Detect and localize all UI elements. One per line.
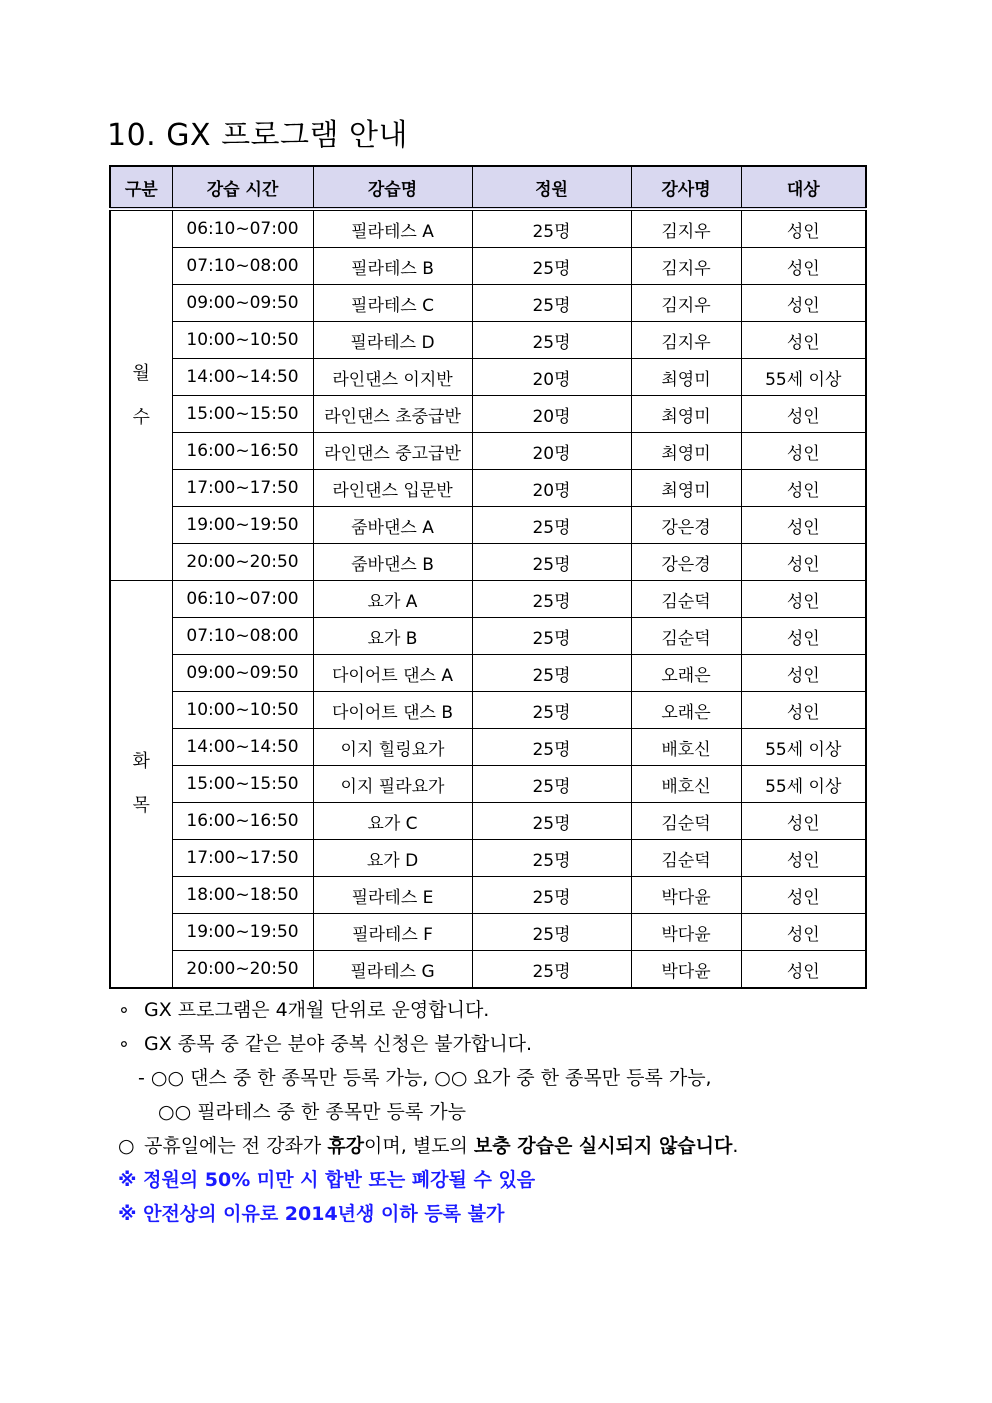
time-cell: 14:00~14:50	[172, 359, 313, 396]
target-cell: 성인	[741, 655, 866, 692]
capacity-cell: 25명	[472, 322, 631, 359]
target-cell: 성인	[741, 618, 866, 655]
table-row	[110, 507, 866, 544]
class-name-cell: 필라테스 B	[313, 248, 472, 285]
time-cell: 09:00~09:50	[172, 655, 313, 692]
time-cell: 10:00~10:50	[172, 692, 313, 729]
class-name-cell: 줌바댄스 B	[313, 544, 472, 581]
table-row	[110, 803, 866, 840]
capacity-cell: 25명	[472, 803, 631, 840]
class-name-cell: 필라테스 E	[313, 877, 472, 914]
day-label: 목	[132, 795, 150, 816]
class-name-cell: 다이어트 댄스 A	[313, 655, 472, 692]
notes-section	[118, 993, 878, 1231]
instructor-cell: 강은경	[631, 507, 741, 544]
capacity-cell: 25명	[472, 951, 631, 989]
target-cell: 성인	[741, 914, 866, 951]
instructor-cell: 최영미	[631, 396, 741, 433]
instructor-cell: 오래은	[631, 655, 741, 692]
instructor-cell: 김지우	[631, 285, 741, 322]
instructor-cell: 최영미	[631, 470, 741, 507]
target-cell: 성인	[741, 840, 866, 877]
class-name-cell: 다이어트 댄스 B	[313, 692, 472, 729]
table-row	[110, 209, 866, 248]
time-cell: 18:00~18:50	[172, 877, 313, 914]
table-row	[110, 396, 866, 433]
target-cell: 성인	[741, 692, 866, 729]
class-name-cell: 라인댄스 이지반	[313, 359, 472, 396]
time-cell: 07:10~08:00	[172, 248, 313, 285]
capacity-cell: 25명	[472, 507, 631, 544]
capacity-cell: 20명	[472, 396, 631, 433]
table-row	[110, 877, 866, 914]
target-cell: 55세 이상	[741, 766, 866, 803]
target-cell: 55세 이상	[741, 729, 866, 766]
class-name-cell: 필라테스 G	[313, 951, 472, 989]
time-cell: 06:10~07:00	[172, 581, 313, 618]
time-cell: 14:00~14:50	[172, 729, 313, 766]
header-instructor: 강사명	[631, 166, 741, 209]
class-name-cell: 필라테스 C	[313, 285, 472, 322]
header-class-name: 강습명	[313, 166, 472, 209]
class-name-cell: 요가 B	[313, 618, 472, 655]
note-text: .	[732, 1135, 739, 1157]
table-row	[110, 766, 866, 803]
target-cell: 성인	[741, 470, 866, 507]
class-name-cell: 요가 A	[313, 581, 472, 618]
table-row	[110, 581, 866, 618]
time-cell: 06:10~07:00	[172, 209, 313, 248]
target-cell: 55세 이상	[741, 359, 866, 396]
target-cell: 성인	[741, 877, 866, 914]
table-row	[110, 470, 866, 507]
note-item-holiday	[118, 1129, 878, 1163]
note-text: GX 종목 중 같은 분야 중복 신청은 불가합니다.	[144, 1033, 533, 1055]
capacity-cell: 20명	[472, 359, 631, 396]
instructor-cell: 김순덕	[631, 618, 741, 655]
capacity-cell: 25명	[472, 209, 631, 248]
instructor-cell: 김지우	[631, 209, 741, 248]
instructor-cell: 김순덕	[631, 840, 741, 877]
gx-schedule-table	[109, 165, 867, 989]
target-cell: 성인	[741, 433, 866, 470]
instructor-cell: 김지우	[631, 322, 741, 359]
table-row	[110, 544, 866, 581]
table-row	[110, 655, 866, 692]
warning-note: ※ 정원의 50% 미만 시 합반 또는 폐강될 수 있음	[118, 1169, 536, 1191]
instructor-cell: 박다윤	[631, 914, 741, 951]
capacity-cell: 25명	[472, 285, 631, 322]
day-label: 화	[132, 751, 150, 772]
target-cell: 성인	[741, 248, 866, 285]
class-name-cell: 줌바댄스 A	[313, 507, 472, 544]
capacity-cell: 25명	[472, 618, 631, 655]
class-name-cell: 요가 C	[313, 803, 472, 840]
header-category: 구분	[110, 166, 172, 209]
capacity-cell: 25명	[472, 914, 631, 951]
capacity-cell: 25명	[472, 729, 631, 766]
capacity-cell: 25명	[472, 840, 631, 877]
target-cell: 성인	[741, 951, 866, 989]
note-bullet: ∘	[118, 1033, 130, 1055]
instructor-cell: 김순덕	[631, 581, 741, 618]
note-bullet: ○	[118, 1135, 135, 1157]
instructor-cell: 박다윤	[631, 877, 741, 914]
note-bullet: ∘	[118, 999, 130, 1021]
target-cell: 성인	[741, 322, 866, 359]
capacity-cell: 25명	[472, 655, 631, 692]
note-item	[118, 1027, 878, 1061]
header-target: 대상	[741, 166, 866, 209]
class-name-cell: 필라테스 D	[313, 322, 472, 359]
note-bold-text: 보충 강습은 실시되지 않습니다	[473, 1135, 733, 1157]
class-name-cell: 이지 필라요가	[313, 766, 472, 803]
time-cell: 19:00~19:50	[172, 507, 313, 544]
capacity-cell: 25명	[472, 766, 631, 803]
time-cell: 09:00~09:50	[172, 285, 313, 322]
table-row	[110, 359, 866, 396]
table-row	[110, 433, 866, 470]
class-name-cell: 라인댄스 초중급반	[313, 396, 472, 433]
time-cell: 19:00~19:50	[172, 914, 313, 951]
instructor-cell: 최영미	[631, 359, 741, 396]
target-cell: 성인	[741, 544, 866, 581]
header-capacity: 정원	[472, 166, 631, 209]
day-label: 수	[132, 406, 150, 428]
class-name-cell: 필라테스 A	[313, 209, 472, 248]
header-time: 강습 시간	[172, 166, 313, 209]
table-row	[110, 692, 866, 729]
target-cell: 성인	[741, 581, 866, 618]
time-cell: 15:00~15:50	[172, 396, 313, 433]
table-row	[110, 914, 866, 951]
day-label: 월	[132, 362, 150, 384]
note-text: 이며, 별도의	[364, 1135, 474, 1157]
time-cell: 07:10~08:00	[172, 618, 313, 655]
table-row	[110, 618, 866, 655]
time-cell: 16:00~16:50	[172, 433, 313, 470]
target-cell: 성인	[741, 285, 866, 322]
time-cell: 17:00~17:50	[172, 840, 313, 877]
time-cell: 20:00~20:50	[172, 951, 313, 989]
table-row	[110, 322, 866, 359]
instructor-cell: 강은경	[631, 544, 741, 581]
capacity-cell: 25명	[472, 692, 631, 729]
instructor-cell: 배호신	[631, 729, 741, 766]
day-group-cell	[110, 209, 172, 581]
class-name-cell: 요가 D	[313, 840, 472, 877]
table-row	[110, 248, 866, 285]
capacity-cell: 25명	[472, 877, 631, 914]
note-subitem: - ○○ 댄스 중 한 종목만 등록 가능, ○○ 요가 중 한 종목만 등록 가능,	[138, 1067, 712, 1089]
instructor-cell: 김지우	[631, 248, 741, 285]
capacity-cell: 25명	[472, 581, 631, 618]
capacity-cell: 25명	[472, 248, 631, 285]
instructor-cell: 김순덕	[631, 803, 741, 840]
day-group-cell	[110, 581, 172, 989]
capacity-cell: 20명	[472, 470, 631, 507]
note-text: GX 프로그램은 4개월 단위로 운영합니다.	[144, 999, 490, 1021]
target-cell: 성인	[741, 396, 866, 433]
page-title: 10. GX 프로그램 안내	[107, 118, 408, 153]
class-name-cell: 필라테스 F	[313, 914, 472, 951]
table-row	[110, 951, 866, 989]
note-bold-text: 휴강	[327, 1135, 365, 1157]
class-name-cell: 라인댄스 입문반	[313, 470, 472, 507]
time-cell: 17:00~17:50	[172, 470, 313, 507]
table-row	[110, 285, 866, 322]
target-cell: 성인	[741, 507, 866, 544]
time-cell: 16:00~16:50	[172, 803, 313, 840]
time-cell: 20:00~20:50	[172, 544, 313, 581]
instructor-cell: 최영미	[631, 433, 741, 470]
time-cell: 10:00~10:50	[172, 322, 313, 359]
table-row	[110, 840, 866, 877]
target-cell: 성인	[741, 209, 866, 248]
capacity-cell: 20명	[472, 433, 631, 470]
note-item	[118, 993, 878, 1027]
instructor-cell: 배호신	[631, 766, 741, 803]
instructor-cell: 오래은	[631, 692, 741, 729]
class-name-cell: 라인댄스 중고급반	[313, 433, 472, 470]
instructor-cell: 박다윤	[631, 951, 741, 989]
note-subitem-continued: ○○ 필라테스 중 한 종목만 등록 가능	[158, 1101, 466, 1123]
capacity-cell: 25명	[472, 544, 631, 581]
target-cell: 성인	[741, 803, 866, 840]
time-cell: 15:00~15:50	[172, 766, 313, 803]
table-row	[110, 729, 866, 766]
table-header-row	[110, 166, 866, 209]
note-text: 공휴일에는 전 강좌가	[144, 1135, 328, 1157]
warning-note: ※ 안전상의 이유로 2014년생 이하 등록 불가	[118, 1203, 505, 1225]
class-name-cell: 이지 힐링요가	[313, 729, 472, 766]
